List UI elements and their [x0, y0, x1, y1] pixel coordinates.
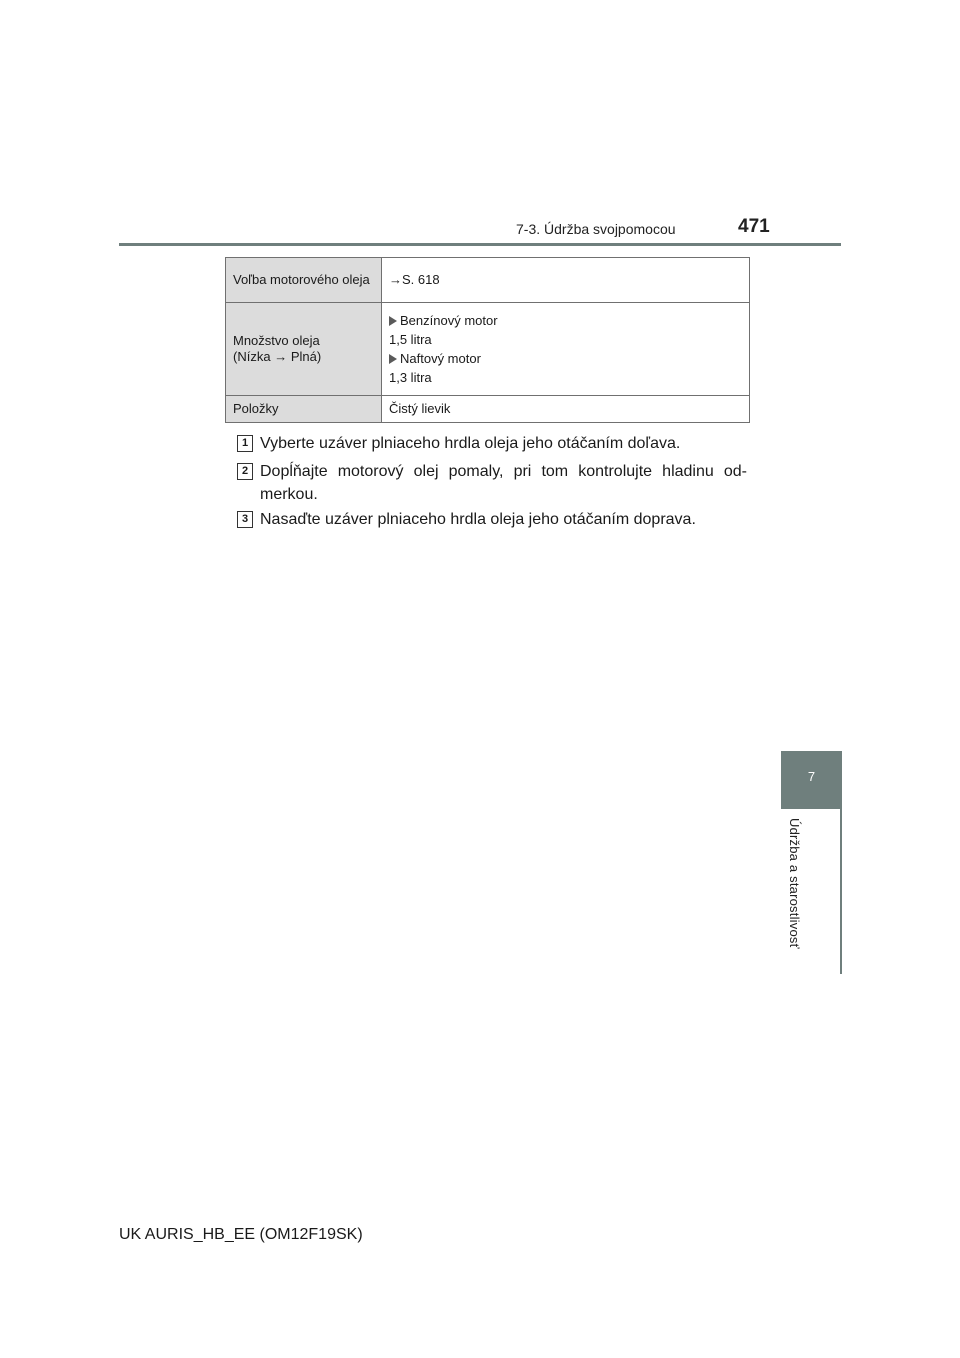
key-range-high: Plná) [290, 349, 322, 364]
chapter-title: Údržba a starostlivosť [787, 818, 802, 949]
step-text: Dopĺňajte motorový olej pomaly, pri tom kontrolujte hladinu od-merkou. [260, 463, 747, 503]
header-divider [119, 243, 841, 246]
step-item [237, 460, 747, 506]
spec-key: Položky [226, 396, 382, 423]
engine-type: Benzínový motor [400, 312, 498, 328]
page-number: 471 [738, 216, 770, 237]
key-range-low: (Nízka [233, 349, 271, 364]
step-item [237, 432, 747, 455]
oil-amount: 1,3 litra [389, 369, 432, 385]
spec-value [382, 258, 750, 303]
oil-spec-table [225, 257, 750, 423]
table-row [226, 396, 750, 423]
chapter-number: 7 [807, 769, 816, 784]
spec-key [226, 303, 382, 396]
triangle-bullet-icon [389, 354, 397, 364]
step-number: 3 [237, 511, 253, 528]
page-reference: S. 618 [402, 272, 440, 287]
spec-key-line [233, 349, 374, 365]
spec-value [382, 303, 750, 396]
engine-label [389, 313, 742, 329]
step-number: 1 [237, 435, 253, 452]
oil-amount: 1,5 litra [389, 331, 432, 347]
table-row [226, 303, 750, 396]
engine-label [389, 351, 742, 367]
step-text: Vyberte uzáver plniaceho hrdla oleja jeho otáčaním doľava. [260, 435, 681, 452]
chapter-tab [781, 751, 842, 809]
arrow-icon: → [274, 349, 288, 364]
step-number: 2 [237, 463, 253, 480]
section-title: 7-3. Údržba svojpomocou [516, 221, 676, 237]
step-text: Nasaďte uzáver plniaceho hrdla oleja jeho otáčaním doprava. [260, 511, 696, 528]
spec-key-line: Množstvo oleja [233, 333, 320, 348]
triangle-bullet-icon [389, 316, 397, 326]
engine-type: Naftový motor [400, 350, 481, 366]
chapter-tab-rule [840, 809, 842, 974]
spec-value: Čistý lievik [382, 396, 750, 423]
model-code: UK AURIS_HB_EE (OM12F19SK) [119, 1226, 363, 1243]
arrow-icon: → [389, 272, 402, 287]
spec-key: Voľba motorového oleja [226, 258, 382, 303]
table-row [226, 258, 750, 303]
step-item [237, 508, 747, 531]
